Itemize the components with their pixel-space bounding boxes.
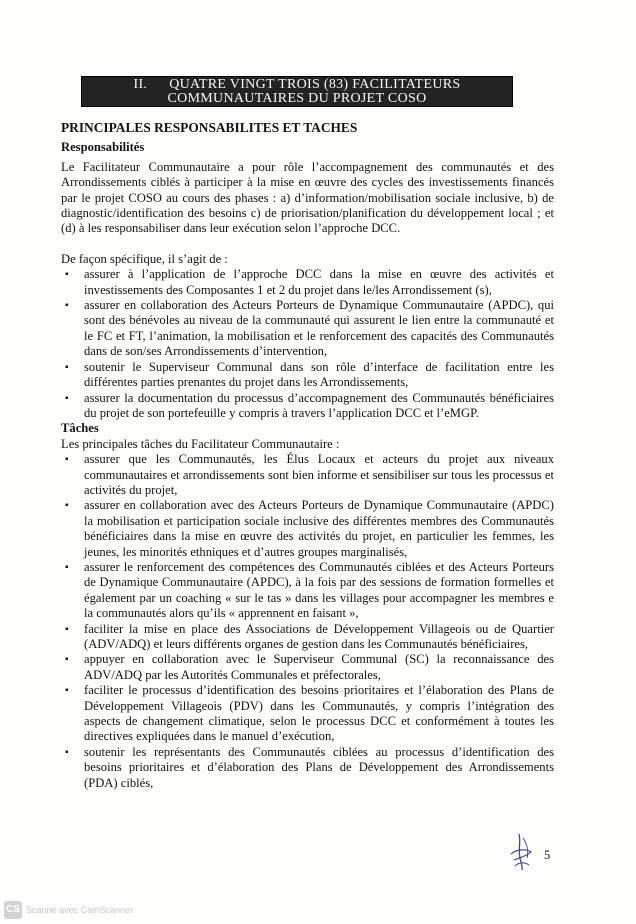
responsabilite-item: ▪ assurer la documentation du processus d’accompagnement des Communautés bénéficiaires du projet de son portefeuille y compris à travers l’application DCC et l’eMGP. (84, 391, 554, 422)
tache-item: ▪ soutenir les représentants des Communautés ciblées au processus d’identification des besoins prioritaires et d’élaboration des Plans de Développement des Arrondissements (PDA) ciblés, (84, 745, 554, 791)
tache-item: ▪ assurer en collaboration avec des Acteurs Porteurs de Dynamique Communautaire (APDC) la mobilisation et participation sociale inclusive des différentes membres des Communautés bénéficiaires dans la mise en œuvre des activités du projet, en particulier les femmes, les jeunes, les minorités ethniques et d’autres groupes marginalisés, (84, 498, 554, 560)
section-number: II. (133, 77, 148, 92)
tache-item: ▪ assurer que les Communautés, les Élus Locaux et acteurs du projet aux niveaux communautaires et arrondissements sont bien informe et sensibiliser sur tous les processus et activités du projet, (84, 452, 554, 498)
tache-item: ▪ faciliter le processus d’identification des besoins prioritaires et l’élaboration des Plans de Développement Villageois (PDV) dans les Communautés, y compris l’intégration des aspects de changement climatique, selon le processus DCC et conformément à toutes les directives expliquées dans le manuel d’exécution, (84, 683, 554, 745)
spacer (61, 237, 554, 252)
taches-heading: Tâches (61, 421, 99, 436)
section-title-line1 (82, 78, 512, 92)
main-heading: PRINCIPALES RESPONSABILITES ET TACHES (61, 120, 358, 135)
responsabilite-item: ▪ assurer à l’application de l’approche DCC dans la mise en œuvre des activités et investissements des Composantes 1 et 2 du projet dans le/les Arrondissement (s), (84, 267, 554, 298)
camscanner-text: Scanné avec CamScanner (26, 905, 134, 915)
tache-item: ▪ assurer le renforcement des compétences des Communautés ciblées et des Acteurs Porteurs de Dynamique Communautaire (APDC), à la fois par des sessions de formation formelles et également par un coaching « sur le tas » dans les villages pour accompagner les membres e la communautés alors qu’ils « apprennent en faisant », (84, 560, 554, 622)
responsabilites-heading: Responsabilités (61, 140, 145, 155)
section-title-text: QUATRE VINGT TROIS (83) FACILITATEURS (169, 77, 461, 92)
responsabilite-item: ▪ soutenir le Superviseur Communal dans son rôle d’interface de facilitation entre les différentes parties prenantes du projet dans les Arrondissements, (84, 360, 554, 391)
section-banner (81, 76, 513, 107)
tache-item: ▪ appuyer en collaboration avec le Superviseur Communal (SC) la reconnaissance des ADV/ADQ par les Autorités Communales et préfectorales, (84, 652, 554, 683)
responsabilite-item: ▪ assurer en collaboration des Acteurs Porteurs de Dynamique Communautaire (APDC), qui sont des bénévoles au niveau de la communauté qui assurent le lien entre la communauté et le FC et FT, l’animation, la mobilisation et le renforcement des capacités des Communautés dans de son/ses Arrondissements d’intervention, (84, 298, 554, 360)
page-number: 5 (544, 848, 551, 862)
document-body (61, 120, 554, 791)
taches-lead: Les principales tâches du Facilitateur Communautaire : (61, 436, 340, 451)
camscanner-logo-icon: CS (4, 901, 22, 919)
tache-item: ▪ faciliter la mise en place des Associations de Développement Villageois ou de Quartier (ADV/ADQ) et leurs différents organes de gestion dans les Communautés bénéficiaires, (84, 622, 554, 653)
responsabilites-intro: Le Facilitateur Communautaire a pour rôle l’accompagnement des communautés et des Arrondissements ciblés à participer à la mise en œuvre des cycles des investissements financés par le projet COSO au cours des phases : a) d’information/mobilisation sociale inclusive, b) de diagnostic/identification des besoins c) de priorisation/planification du développement local ; et (d) à les responsabiliser dans leur exécution selon l’approche DCC. (61, 159, 554, 236)
responsabilites-list (61, 267, 554, 421)
responsabilites-lead: De façon spécifique, il s’agit de : (61, 251, 228, 266)
handwritten-signature (505, 832, 537, 872)
scanner-watermark (0, 899, 260, 923)
taches-list (61, 452, 554, 791)
section-title-line2: COMMUNAUTAIRES DU PROJET COSO (167, 91, 427, 106)
